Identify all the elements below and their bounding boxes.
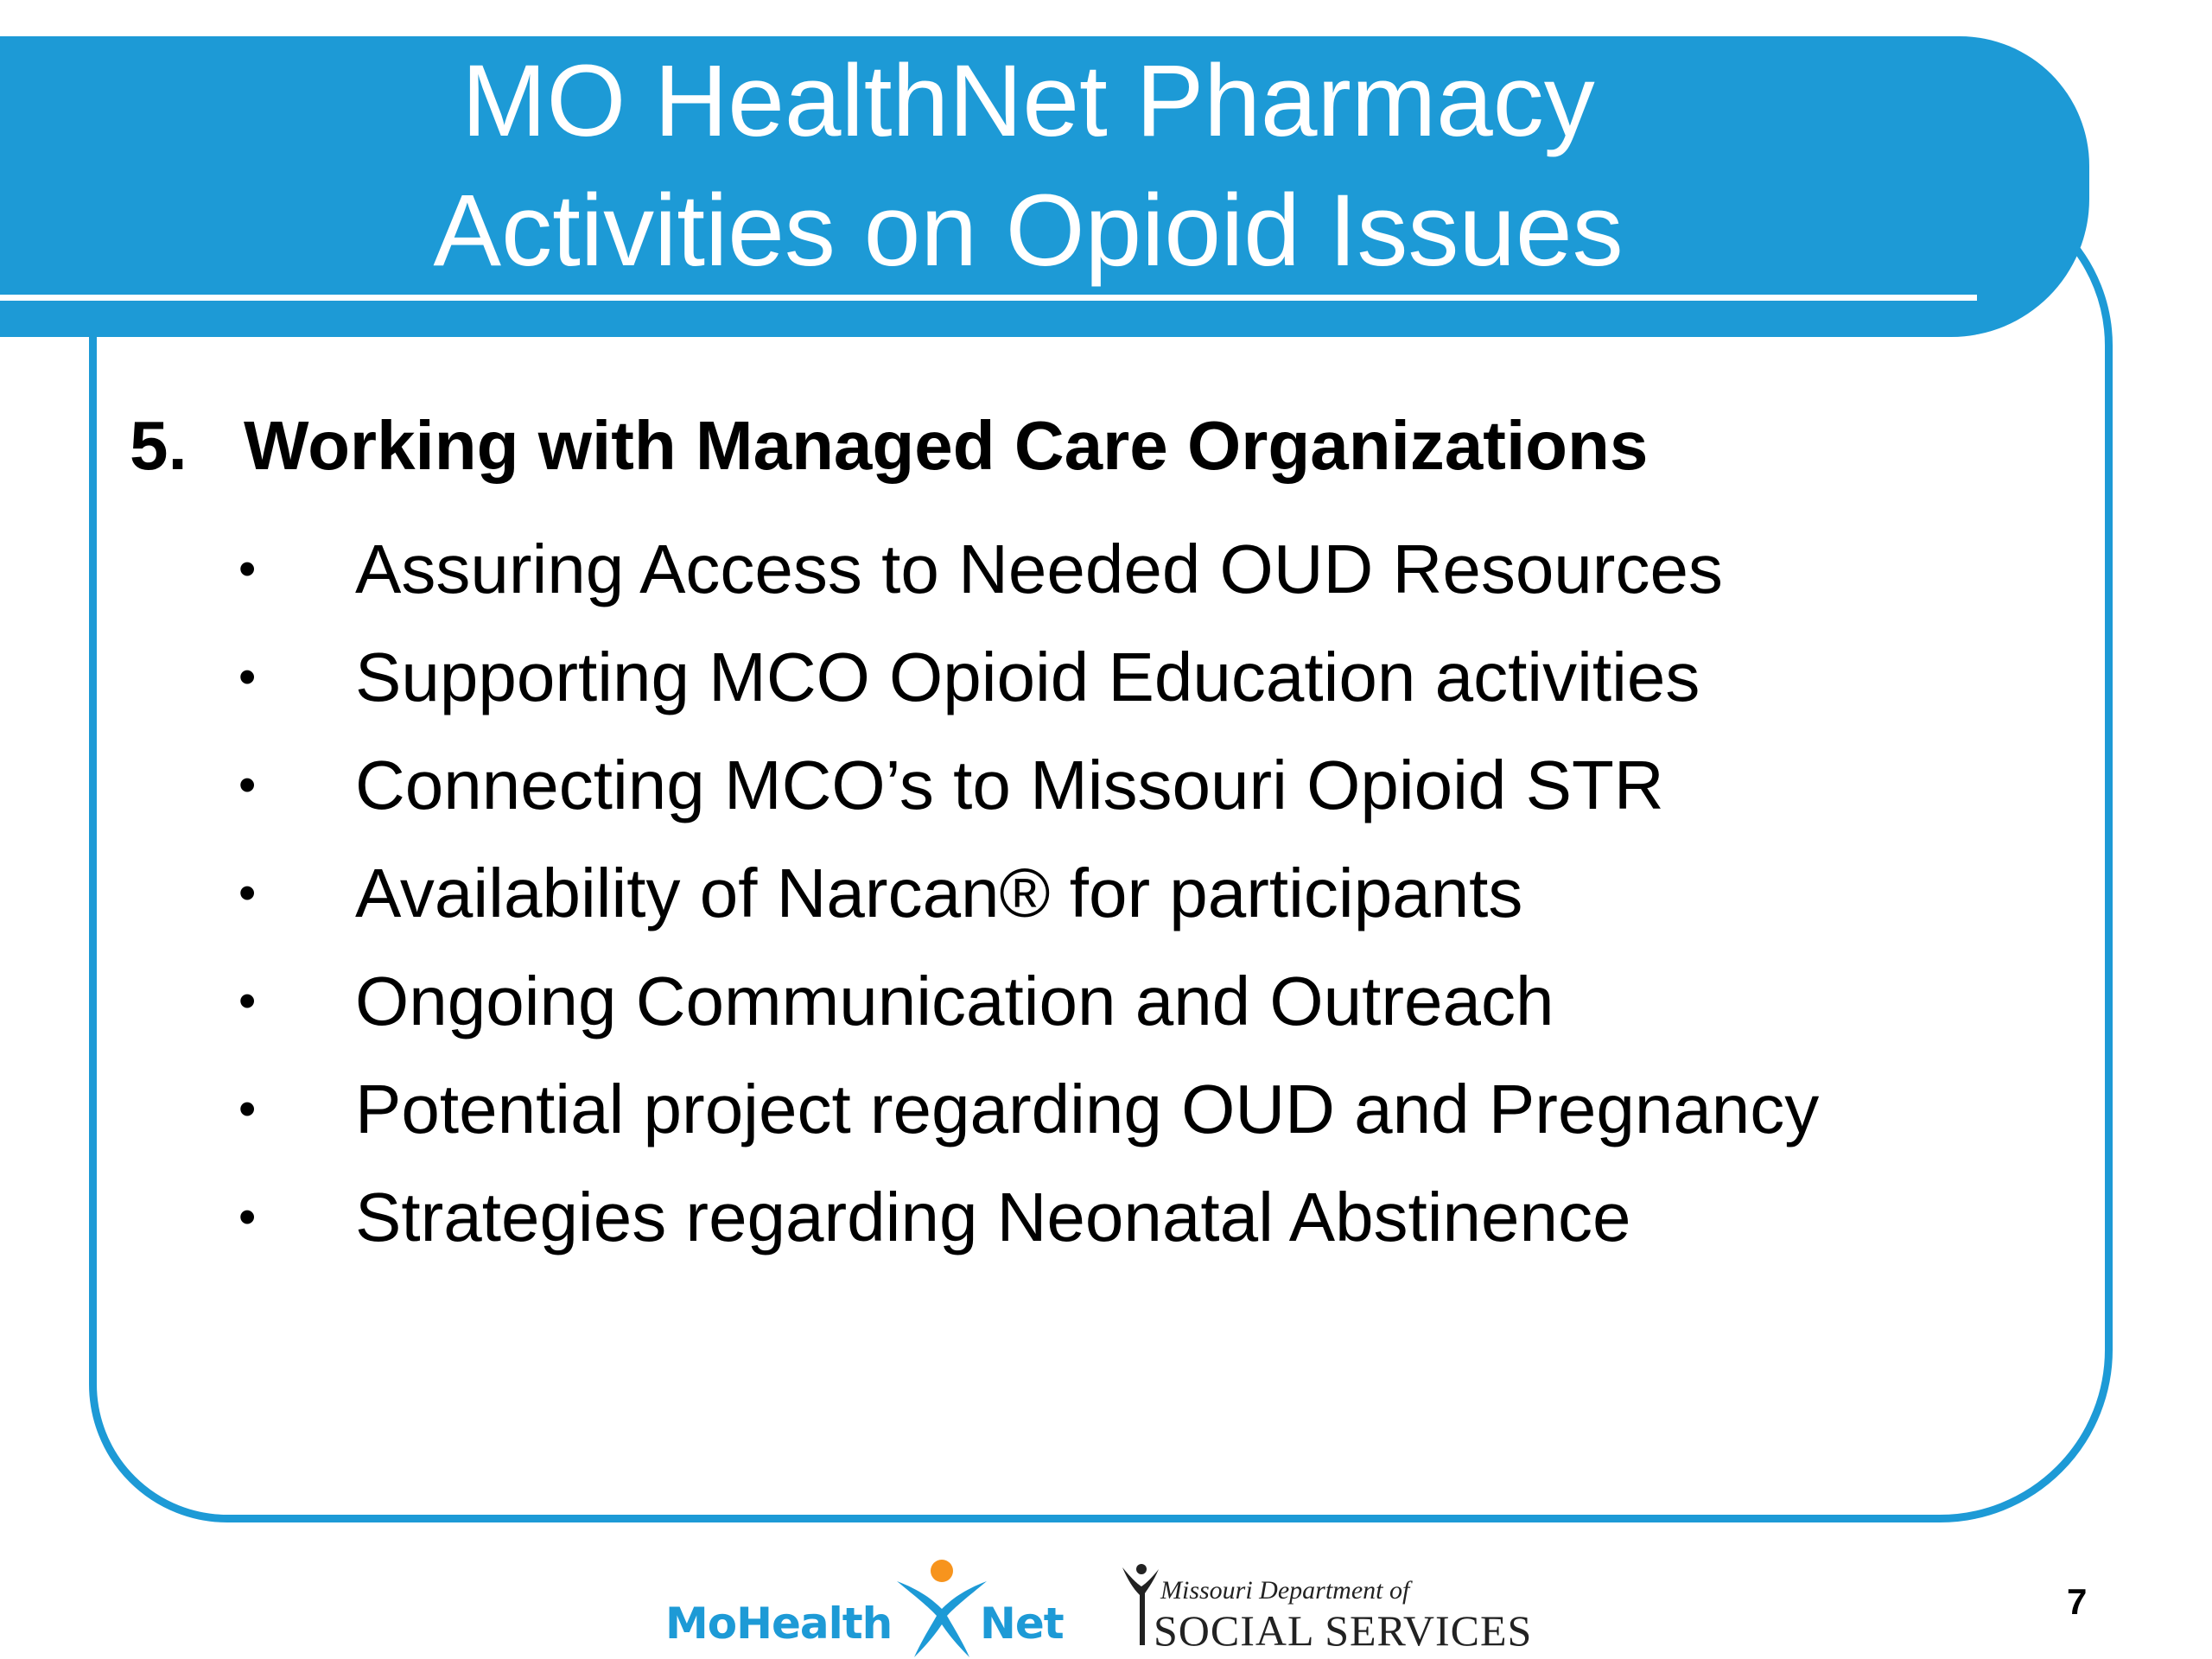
bullet-text: Supporting MCO Opioid Education activities xyxy=(355,639,1700,715)
social-services-logo-small-text: Missouri Department of xyxy=(1160,1576,1410,1605)
slide-title xyxy=(0,36,2056,296)
bullet-text: Assuring Access to Needed OUD Resources xyxy=(355,531,1723,607)
bullet-icon: • xyxy=(238,1189,257,1245)
bullet-text: Strategies regarding Neonatal Abstinence xyxy=(355,1179,1631,1255)
bullet-icon: • xyxy=(238,973,257,1029)
bullet-icon: • xyxy=(238,1081,257,1137)
mohealthnet-logo xyxy=(665,1555,1089,1659)
list-item xyxy=(238,731,1819,839)
mohealthnet-logo-right-text: Net xyxy=(980,1599,1064,1649)
mohealthnet-logo-left-text: MoHealth xyxy=(665,1599,893,1649)
list-item xyxy=(238,623,1819,731)
section-heading xyxy=(130,406,1648,486)
heading-text: Working with Managed Care Organizations xyxy=(244,407,1649,484)
bullet-list xyxy=(238,515,1819,1271)
heading-number: 5. xyxy=(130,407,188,484)
bullet-icon: • xyxy=(238,865,257,921)
mohealthnet-figure-icon xyxy=(890,1555,994,1659)
page-number: 7 xyxy=(2067,1581,2088,1622)
bullet-icon: • xyxy=(238,541,257,597)
bullet-text: Potential project regarding OUD and Pregnancy xyxy=(355,1071,1820,1147)
title-underline xyxy=(0,295,1977,301)
bullet-text: Ongoing Communication and Outreach xyxy=(355,963,1554,1039)
social-services-logo-large-text: SOCIAL SERVICES xyxy=(1154,1606,1533,1655)
bullet-text: Availability of Narcan® for participants xyxy=(355,855,1523,931)
list-item xyxy=(238,1055,1819,1163)
title-line-1: MO HealthNet Pharmacy xyxy=(461,44,1595,158)
list-item xyxy=(238,947,1819,1055)
bullet-icon: • xyxy=(238,757,257,813)
title-line-2: Activities on Opioid Issues xyxy=(433,174,1624,288)
list-item xyxy=(238,1163,1819,1271)
list-item xyxy=(238,839,1819,947)
social-services-logo xyxy=(1119,1560,1533,1656)
bullet-text: Connecting MCO’s to Missouri Opioid STR xyxy=(355,747,1664,823)
list-item xyxy=(238,515,1819,623)
bullet-icon: • xyxy=(238,649,257,705)
